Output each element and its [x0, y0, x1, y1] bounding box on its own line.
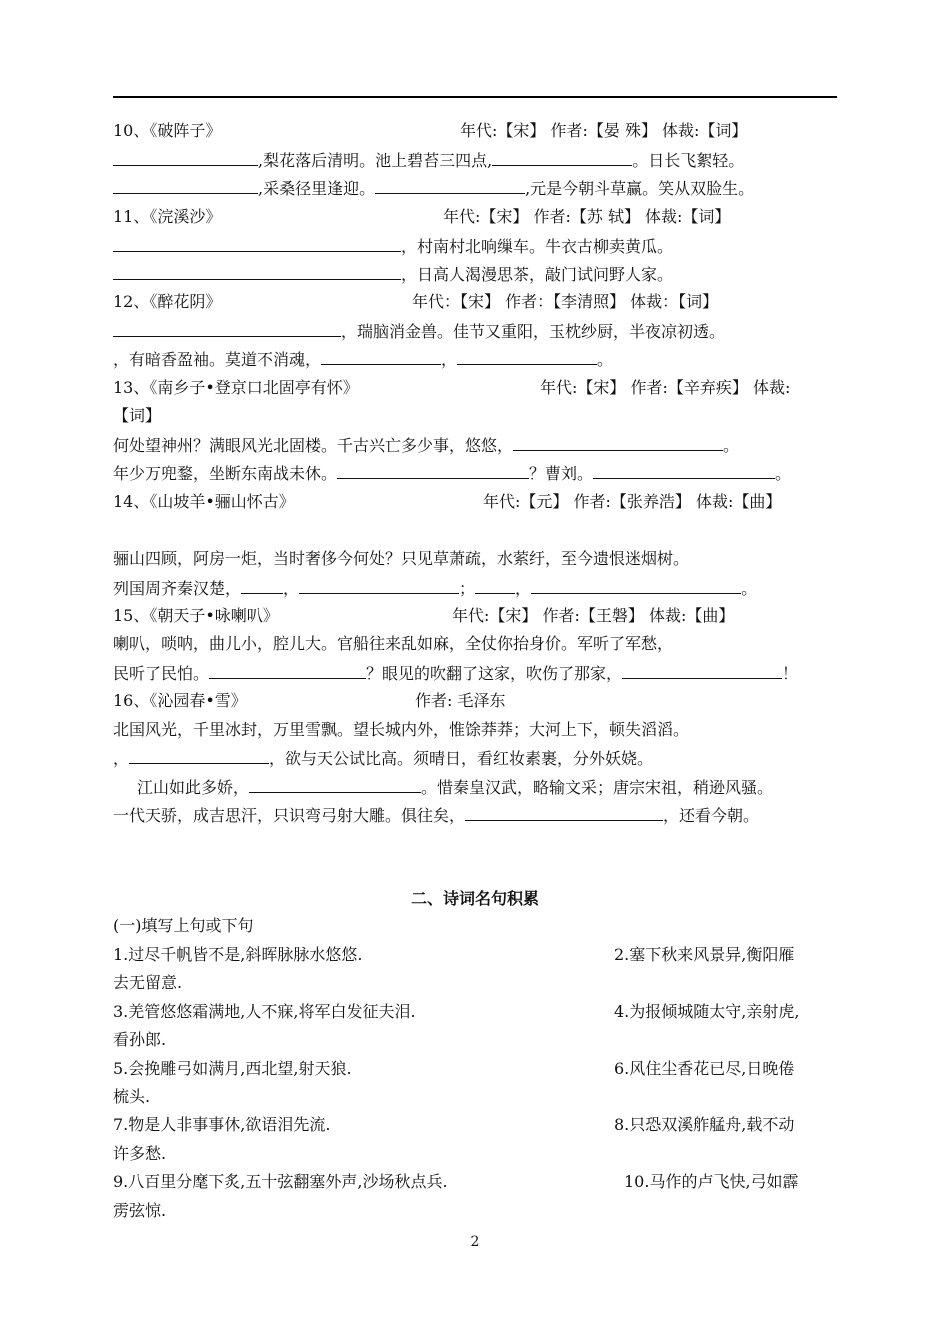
blank[interactable] — [209, 662, 366, 679]
item-8-cont: 许多愁. — [113, 1144, 167, 1163]
poem-16-title: 16、《沁园春•雪》 — [113, 691, 247, 710]
item-4: 4.为报倾城随太守,亲射虎, — [614, 1002, 800, 1021]
poem-16-line-4: 一代天骄，成吉思汗，只识弯弓射大雕。俱往矣， ，还看今朝。 — [113, 806, 760, 825]
poem-13-meta-cont: 【词】 — [113, 406, 162, 425]
section-heading: 二、诗词名句积累 — [410, 889, 539, 908]
blank[interactable] — [531, 577, 741, 594]
blank[interactable] — [337, 462, 529, 479]
poem-16-line-1: 北国风光，千里冰封，万里雪飘。望长城内外，惟馀莽莽；大河上下，顿失滔滔。 — [113, 720, 690, 739]
blank[interactable] — [113, 263, 401, 280]
poem-16-line-3: 江山如此多娇， 。惜秦皇汉武，略输文采；唐宗宋祖，稍逊风骚。 — [137, 778, 774, 797]
blank[interactable] — [321, 348, 441, 365]
poem-15-line-2: 民听了民怕。 ？眼见的吹翻了这家，吹伤了那家， ！ — [113, 664, 799, 683]
blank[interactable] — [622, 662, 782, 679]
poem-13-meta: 年代:【宋】 作者:【辛弃疾】 体裁: — [540, 378, 791, 397]
page-number: 2 — [470, 1234, 480, 1250]
blank[interactable] — [113, 177, 258, 194]
blank[interactable] — [299, 577, 459, 594]
poem-14-meta: 年代:【元】 作者:【张养浩】 体裁:【曲】 — [483, 492, 782, 511]
blank[interactable] — [492, 149, 632, 166]
poem-10-line-2: ,采桑径里逢迎。 ,元是今朝斗草赢。笑从双脸生。 — [113, 177, 853, 200]
item-4-cont: 看孙郎. — [113, 1030, 167, 1049]
item-2-cont: 去无留意. — [113, 973, 183, 992]
blank[interactable] — [457, 348, 597, 365]
blank[interactable] — [465, 804, 663, 821]
header-rule — [113, 96, 837, 98]
poem-14-title: 14、《山坡羊•骊山怀古》 — [113, 492, 295, 511]
poem-16-meta: 作者: 毛泽东 — [415, 691, 506, 710]
blank[interactable] — [375, 177, 525, 194]
poem-13-title: 13、《南乡子•登京口北固亭有怀》 — [113, 378, 359, 397]
poem-14-line-1: 骊山四顾，阿房一炬，当时奢侈今何处？只见草萧疏，水萦纡，至今遗恨迷烟树。 — [113, 549, 690, 568]
item-6: 6.风住尘香花已尽,日晚倦 — [614, 1059, 795, 1078]
item-9: 9.八百里分麾下炙,五十弦翻塞外声,沙场秋点兵. — [113, 1172, 448, 1191]
poem-11-meta: 年代:【宋】 作者:【苏 轼】 体裁:【词】 — [443, 207, 731, 226]
item-2: 2.塞下秋来风景异,衡阳雁 — [614, 945, 795, 964]
subsection-title: (一)填写上句或下句 — [113, 916, 254, 935]
blank[interactable] — [241, 577, 283, 594]
item-7: 7.物是人非事事休,欲语泪先流. — [113, 1115, 331, 1134]
poem-15-line-1: 喇叭，唢呐，曲儿小，腔儿大。官船往来乱如麻，全仗你抬身价。军听了军愁， — [113, 634, 674, 653]
poem-11-line-2: ，日高人渴漫思茶，敲门试问野人家。 — [113, 263, 853, 286]
poem-13-line-2: 年少万兜鍪，坐断东南战未休。 ？曹刘。 。 — [113, 464, 792, 483]
poem-10-line-1: ,梨花落后清明。池上碧苔三四点, 。日长飞絮轻。 — [113, 149, 853, 172]
poem-10-meta: 年代:【宋】 作者:【晏 殊】 体裁:【词】 — [460, 121, 748, 140]
poem-12-meta: 年代：【宋】 作者：【李清照】 体裁：【词】 — [412, 292, 719, 311]
item-6-cont: 梳头. — [113, 1087, 151, 1106]
item-1: 1.过尽千帆皆不是,斜晖脉脉水悠悠. — [113, 945, 363, 964]
item-5: 5.会挽雕弓如满月,西北望,射天狼. — [113, 1059, 352, 1078]
poem-15-meta: 年代:【宋】 作者:【王磐】 体裁:【曲】 — [452, 606, 735, 625]
item-10: 10.马作的卢飞快,弓如霹 — [624, 1172, 799, 1191]
blank[interactable] — [113, 235, 401, 252]
poem-16-line-2: ， ，欲与天公试比高。须晴日，看红妆素裹，分外妖娆。 — [113, 749, 654, 768]
item-10-cont: 雳弦惊. — [113, 1201, 167, 1220]
poem-11-line-1: ，村南村北响缫车。牛衣古柳卖黄瓜。 — [113, 235, 853, 258]
item-8: 8.只恐双溪舴艋舟,载不动 — [614, 1115, 795, 1134]
poem-12-title: 12、《醉花阴》 — [113, 292, 222, 311]
blank[interactable] — [113, 320, 341, 337]
item-3: 3.羌管悠悠霜满地,人不寐,将军白发征夫泪. — [113, 1002, 416, 1021]
poem-15-title: 15、《朝天子•咏喇叭》 — [113, 606, 279, 625]
poem-12-line-2: ，有暗香盈袖。莫道不消魂， ， 。 — [113, 350, 614, 369]
blank[interactable] — [249, 776, 421, 793]
blank[interactable] — [475, 577, 515, 594]
blank[interactable] — [129, 747, 269, 764]
poem-10-title: 10、《破阵子》 — [113, 121, 222, 140]
poem-11-title: 11、《浣溪沙》 — [113, 207, 222, 226]
poem-14-line-2: 列国周齐秦汉楚， ， ； ， 。 — [113, 579, 758, 598]
blank[interactable] — [593, 462, 775, 479]
poem-13-line-1: 何处望神州？满眼风光北固楼。千古兴亡多少事，悠悠， 。 — [113, 436, 740, 455]
poem-12-line-1: ，瑞脑消金兽。佳节又重阳，玉枕纱厨，半夜凉初透。 — [113, 320, 853, 343]
blank[interactable] — [513, 434, 723, 451]
blank[interactable] — [113, 149, 258, 166]
